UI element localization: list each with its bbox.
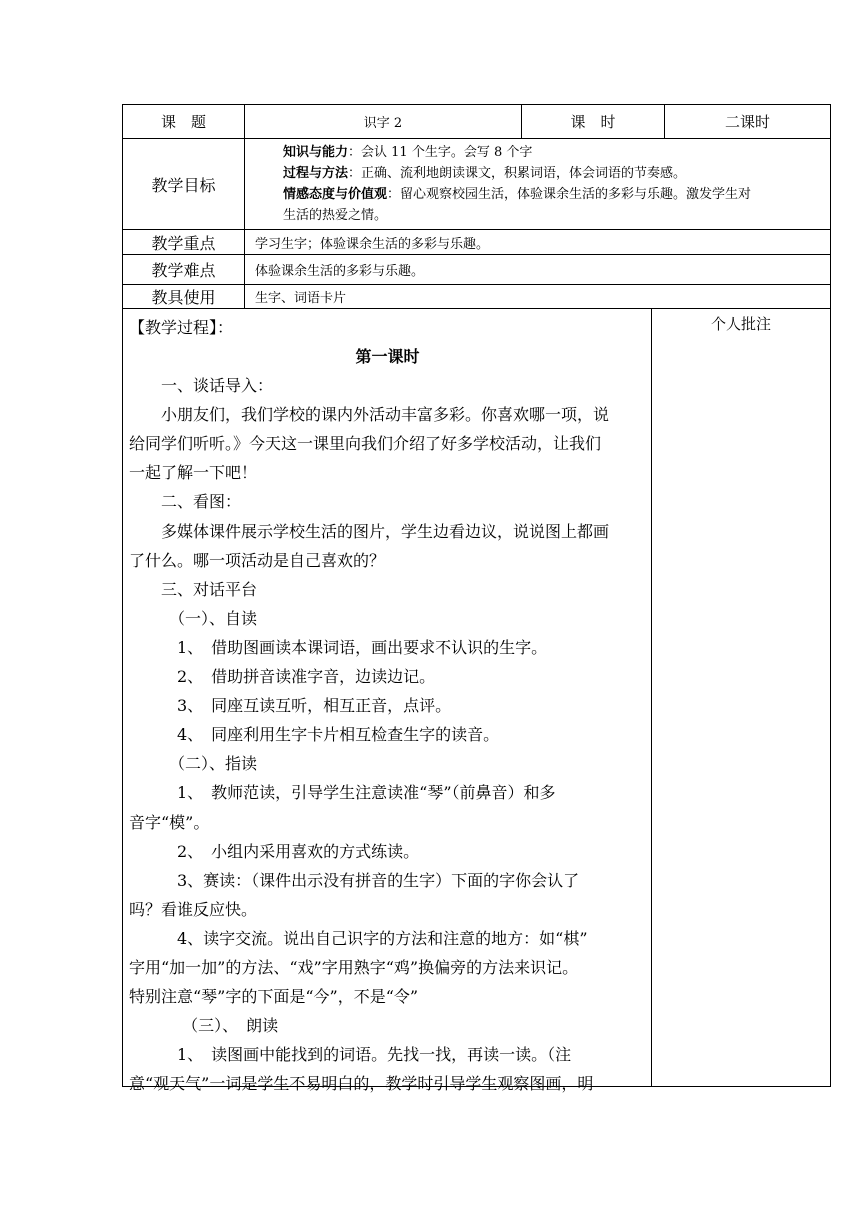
process-title: 【教学过程】： (129, 318, 234, 337)
process-line: 4、读字交流。说出自己识字的方法和注意的地方：如“棋” (129, 928, 588, 948)
process-line: （二）、指读 (129, 754, 258, 774)
goal-emotion-label: 情感态度与价值观 (283, 187, 388, 202)
process-line: 给同学们听听。》今天这一课里向我们介绍了好多学校活动，让我们 (129, 434, 602, 454)
process-line: 二、看图： (129, 492, 242, 512)
period-label: 课 时 (570, 113, 616, 131)
period-label-cell (521, 104, 665, 139)
focus-value-cell (244, 229, 831, 255)
difficulty-label-cell (122, 254, 245, 285)
process-line: （一）、自读 (129, 608, 258, 628)
process-line: 一、谈话导入： (129, 376, 274, 395)
teaching-process-cell (122, 308, 651, 1094)
goal-emotion-continued (283, 205, 824, 226)
tools-label-cell (122, 284, 245, 309)
process-line: （三）、 朗读 (129, 1016, 279, 1036)
process-line: 字用“加一加”的方法、“戏”字用熟字“鸡”换偏旁的方法来识记。 (129, 958, 579, 977)
process-line: 小朋友们，我们学校的课内外活动丰富多彩。你喜欢哪一项，说 (129, 405, 610, 425)
process-line: 3、 同座互读互听，相互正音，点评。 (129, 696, 452, 716)
process-line: 三、对话平台 (129, 579, 258, 599)
focus-value: 学习生字；体验课余生活的多彩与乐趣。 (255, 236, 490, 252)
goal-knowledge-text: ：会认 11 个生字。会写 8 个字 (348, 145, 533, 160)
difficulty-label: 教学难点 (151, 261, 216, 280)
difficulty-value-cell (244, 254, 831, 285)
process-line: 2、 小组内采用喜欢的方式练读。 (129, 841, 420, 861)
personal-notes-cell (651, 308, 831, 1087)
goal-process-label: 过程与方法 (283, 166, 349, 181)
process-line: 了什么。哪一项活动是自己喜欢的？ (129, 550, 386, 570)
subject-label-cell (122, 104, 245, 139)
goals-label-cell (122, 138, 245, 230)
process-line: 1、 教师范读，引导学生注意读准“琴”（前鼻音）和多 (129, 783, 556, 803)
process-line: 3、赛读：（课件出示没有拼音的生字）下面的字你会认了 (129, 870, 580, 890)
process-line: 吗？看谁反应快。 (129, 899, 258, 919)
period-value: 二课时 (724, 113, 770, 131)
goal-knowledge (283, 142, 824, 163)
process-line: 音字“模”。 (129, 812, 210, 832)
personal-notes-title: 个人批注 (710, 315, 771, 333)
process-line: 特别注意“琴”字的下面是“今”，不是“令” (129, 987, 419, 1007)
process-line: 1、 读图画中能找到的词语。先找一找，再读一读。（注 (129, 1045, 572, 1065)
process-line: 4、 同座利用生字卡片相互检查生字的读音。 (129, 725, 500, 745)
subject-label: 课 题 (160, 113, 206, 131)
goal-emotion (283, 184, 824, 205)
subject-value: 识字 2 (363, 116, 403, 131)
tools-value: 生字、词语卡片 (255, 291, 347, 306)
subject-value-cell (244, 104, 522, 139)
process-line: 多媒体课件展示学校生活的图片，学生边看边议，说说图上都画 (129, 521, 610, 541)
goal-knowledge-label: 知识与能力 (283, 145, 349, 160)
difficulty-value: 体验课余生活的多彩与乐趣。 (255, 264, 425, 279)
goal-process (283, 163, 824, 184)
period-value-cell (664, 104, 831, 139)
tools-value-cell (244, 284, 831, 309)
process-line: 2、 借助拼音读准字音，边读边记。 (129, 667, 436, 686)
process-line: 一起了解一下吧！ (129, 463, 258, 483)
process-line: 1、 借助图画读本课词语，画出要求不认识的生字。 (129, 637, 548, 657)
goal-emotion-text-2: 生活的热爱之情。 (283, 208, 388, 223)
focus-label: 教学重点 (151, 233, 216, 253)
focus-label-cell (122, 229, 245, 255)
process-line: 意“观天气”一词是学生不易明白的，教学时引导学生观察图画，明 (129, 1074, 594, 1094)
tools-label: 教具使用 (151, 288, 216, 307)
goals-cell (244, 138, 831, 230)
goal-process-text: ：正确、流利地朗读课文，积累词语，体会词语的节奏感。 (348, 166, 687, 181)
lesson-heading: 第一课时 (355, 347, 420, 366)
goal-emotion-text-1: ：留心观察校园生活，体验课余生活的多彩与乐趣。激发学生对 (387, 187, 752, 202)
goals-label: 教学目标 (151, 175, 216, 195)
